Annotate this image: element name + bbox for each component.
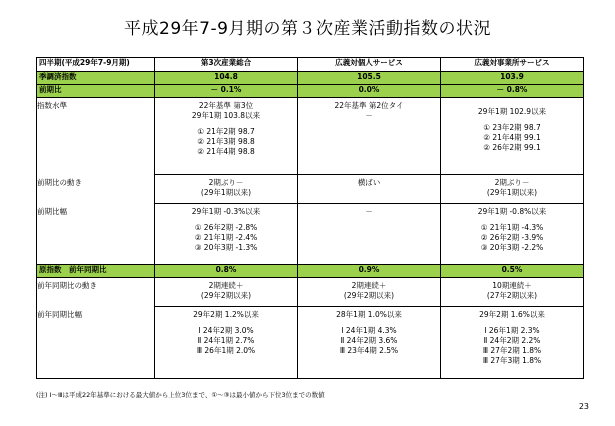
- cell-line: ① 21年1期 -4.3%: [480, 223, 544, 232]
- cell-line: ③ 20年3期 -2.2%: [480, 243, 544, 252]
- cell-line: 29年2期 1.2%以来: [193, 310, 259, 319]
- index-level-row: 指数水準 22年基準 第3位 29年1期 103.8以来 ① 21年2期 98.7 ② 21年3期 98.8 ② 21年4期 98.8 22年基準 第2位タイ － 29年1期 102.9以来 ① 23年2期 98.7 ② 21年4期 99.1 ② 26年2期 99.1: [37, 98, 584, 175]
- cell-line: (29年1期以来): [486, 188, 538, 197]
- cell-line: 22年基準 第3位: [198, 101, 254, 110]
- index-level-total: [155, 98, 298, 175]
- cell-line: ① 23年2期 98.7: [483, 123, 541, 132]
- cell-line: 29年1期 103.8以来: [191, 111, 261, 120]
- cell-line: Ⅰ 26年1期 2.3%: [484, 326, 540, 335]
- cell-line: Ⅰ 24年2期 3.0%: [198, 326, 254, 335]
- yoy-trend-row: 前年同期比の動き 2期連続＋ (29年2期以来) 2期連続＋ (29年2期以来) 10期連続＋ (27年2期以来): [37, 278, 584, 307]
- cell-line: ③ 20年3期 -1.3%: [194, 243, 258, 252]
- header-quarter: 四半期(平成29年7-9月期): [37, 58, 155, 72]
- cell-line: Ⅲ 27年3期 1.8%: [482, 356, 542, 365]
- cell-line: Ⅲ 26年1期 2.0%: [196, 346, 256, 355]
- cell-line: 22年基準 第2位タイ: [334, 101, 404, 110]
- header-business: 広義対事業所サービス: [441, 58, 584, 72]
- cell-line: ② 21年4期 99.1: [483, 133, 541, 142]
- cell-line: Ⅲ 27年2期 1.8%: [482, 346, 542, 355]
- header-total: 第3次産業総合: [155, 58, 298, 72]
- cell-line: Ⅰ 24年1期 4.3%: [341, 326, 397, 335]
- cell-line: ② 26年2期 -3.9%: [480, 233, 544, 242]
- cell-line: 29年2期 1.6%以来: [479, 310, 545, 319]
- cell-line: ② 21年3期 98.8: [197, 137, 255, 146]
- yoy-row: 原指数 前年同期比 0.8% 0.9% 0.5%: [37, 265, 584, 278]
- cell-line: 28年1期 1.0%以来: [336, 310, 402, 319]
- cell-line: ② 21年4期 98.8: [197, 147, 255, 156]
- cell-line: ② 21年1期 -2.4%: [194, 233, 258, 242]
- qoq-trend-row: 前期比の動き 2期ぶり－ (29年1期以来) 横ばい 2期ぶり－ (29年1期以来): [37, 175, 584, 204]
- cell-line: (29年2期以来): [200, 291, 252, 300]
- yoy-range-row: 前年同期比幅 29年2期 1.2%以来 Ⅰ 24年2期 3.0% Ⅱ 24年1期 2.7% Ⅲ 26年1期 2.0% 28年1期 1.0%以来 Ⅰ 24年1期 4.3% Ⅱ 24年2期 3.6% Ⅲ 23年4期 2.5% 29年2期 1.6%以来 Ⅰ 26年1期 2.3% Ⅱ 24年2期 2.2% Ⅲ 27年2期 1.8% Ⅲ 27年3期 1.8%: [37, 307, 584, 379]
- activity-index-table: [36, 57, 584, 379]
- cell-line: 2期ぶり－: [208, 178, 244, 187]
- page-number: 23: [578, 402, 589, 411]
- cell-line: ② 26年2期 99.1: [483, 143, 541, 152]
- cell-line: 29年1期 -0.8%以来: [477, 207, 547, 216]
- index-level-personal: [298, 98, 441, 175]
- cell-line: 29年1期 -0.3%以来: [191, 207, 261, 216]
- qoq-row: 前期比 － 0.1% 0.0% － 0.8%: [37, 85, 584, 98]
- cell-line: 2期ぶり－: [494, 178, 530, 187]
- cell-line: 2期連続＋: [351, 281, 387, 290]
- cell-line: 29年1期 102.9以来: [477, 107, 547, 116]
- cell-line: ① 26年2期 -2.8%: [194, 223, 258, 232]
- cell-line: Ⅱ 24年1期 2.7%: [197, 336, 255, 345]
- cell-line: 2期連続＋: [208, 281, 244, 290]
- header-personal: 広義対個人サービス: [298, 58, 441, 72]
- index-level-business: [441, 98, 584, 175]
- cell-line: Ⅱ 24年2期 3.6%: [340, 336, 398, 345]
- cell-line: (27年2期以来): [486, 291, 538, 300]
- header-row: [37, 58, 584, 72]
- cell-line: Ⅲ 23年4期 2.5%: [339, 346, 399, 355]
- qoq-range-row: 前期比幅 29年1期 -0.3%以来 ① 26年2期 -2.8% ② 21年1期 -2.4% ③ 20年3期 -1.3% － 29年1期 -0.8%以来 ① 21年1期 -4.3% ② 26年2期 -3.9% ③ 20年3期 -2.2%: [37, 204, 584, 265]
- cell-line: －: [365, 111, 373, 120]
- seasonal-index-row: 季調済指数 104.8 105.5 103.9: [37, 72, 584, 85]
- cell-line: 10期連続＋: [492, 281, 532, 290]
- cell-line: (29年1期以来): [200, 188, 252, 197]
- cell-line: －: [365, 207, 373, 216]
- cell-line: ① 21年2期 98.7: [197, 127, 255, 136]
- cell-line: (29年2期以来): [343, 291, 395, 300]
- footnote: (注) Ⅰ～Ⅲは平成22年基準における最大値から上位3位まで、①～③は最小値から下位3位までの数値: [36, 391, 325, 399]
- cell-line: Ⅱ 24年2期 2.2%: [483, 336, 541, 345]
- page-title: 平成29年7-9月期の第３次産業活動指数の状況: [124, 19, 491, 39]
- cell-line: 横ばい: [357, 178, 381, 187]
